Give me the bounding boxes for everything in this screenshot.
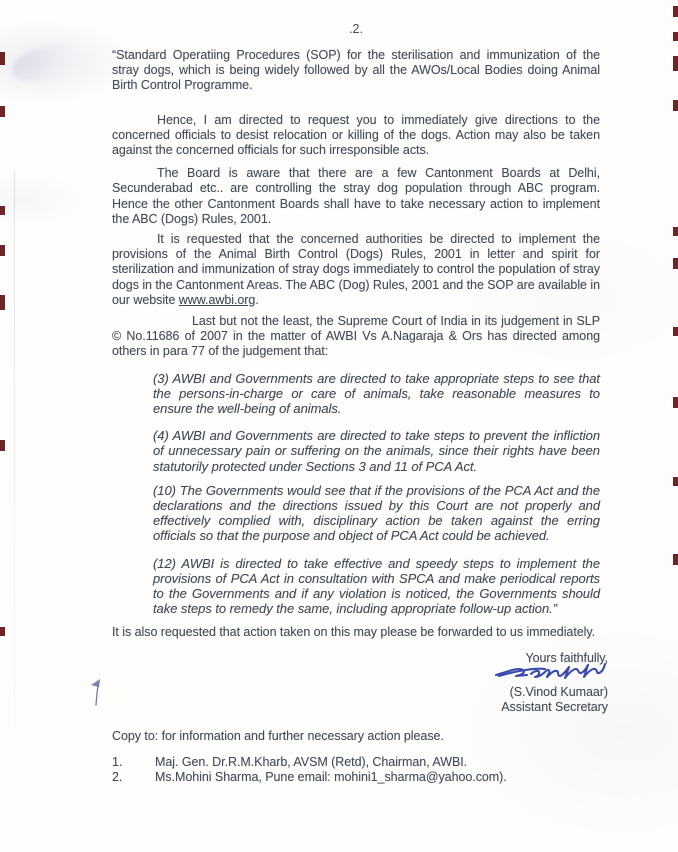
handwritten-signature-icon: [112, 664, 608, 686]
page-number: .2.: [349, 22, 363, 36]
letter-body: [112, 22, 608, 785]
scan-edge-artifact: [673, 100, 678, 111]
signature-block: [112, 651, 608, 716]
scan-edge-artifact: [673, 227, 678, 236]
scan-edge-artifact: [673, 327, 678, 336]
scan-edge-artifact: [0, 106, 5, 117]
scan-crease-line: [14, 170, 15, 830]
judgement-quote-3: (3) AWBI and Governments are directed to take appropriate steps to see that the persons-in-charge or care of animals, take reasonable measures to ensure the well-being of animals.: [153, 370, 600, 417]
valediction: Yours faithfully,: [525, 650, 608, 665]
judgement-quote-10: (10) The Governments would see that if the provisions of the PCA Act and the declarations and the directions issued by this Court are not properly and effectively complied with, disciplinary action be taken against the erring officials so that the purpose and object of PCA Act could be achieved.: [153, 482, 600, 544]
scan-edge-artifact: [673, 56, 678, 71]
scan-edge-artifact: [673, 397, 678, 408]
website-link: www.awbi.org: [178, 292, 256, 307]
scan-edge-artifact: [673, 32, 678, 41]
paragraph-cantonment-boards: The Board is aware that there are a few Cantonment Boards at Delhi, Secunderabad etc.. are controlling the stray dog population through ABC program. Hence the other Cantonment Boards shall have to take necessary action to implement the ABC (Dogs) Rules, 2001.: [112, 166, 600, 226]
scan-edge-artifact: [673, 554, 678, 565]
copy-to-item: [112, 770, 600, 785]
paragraph-abc-rules-text: It is requested that the concerned authorities be directed to implement the provisions of the Animal Birth Control (Dogs) Rules, 2001 in letter and spirit for sterilization and immunization of stray dogs immediately to control the population of stray dogs in the Cantonment Areas. The ABC (Dog) Rules, 2001 and the SOP are available in our website: [112, 232, 601, 307]
scan-smudge: [12, 39, 90, 87]
copy-item-number: 2.: [112, 769, 123, 784]
judgement-quote-12: (12) AWBI is directed to take effective and speedy steps to implement the provisions of PCA Act in consultation with SPCA and make periodical reports to the Governments and if any violation is noticed, the Governments should take steps to remedy the same, including appropriate follow-up action.”: [153, 555, 600, 617]
paragraph-supreme-court: Last but not the least, the Supreme Court of India in its judgement in SLP © No.11686 of 2007 in the matter of AWBI Vs A.Nagaraja & Ors has directed among others in para 77 of the judgement that:: [112, 314, 600, 359]
scan-edge-artifact: [0, 245, 5, 256]
scan-edge-artifact: [0, 206, 5, 215]
copy-item-number: 1.: [112, 754, 123, 769]
copy-to-heading: Copy to: for information and further necessary action please.: [112, 729, 444, 744]
scan-edge-artifact: [0, 627, 5, 636]
scan-edge-artifact: [0, 52, 5, 65]
paragraph-abc-rules: [112, 232, 600, 308]
copy-to-item: [112, 755, 600, 770]
signatory-designation: Assistant Secretary: [501, 700, 608, 715]
closing-request: It is also requested that action taken on this may please be forwarded to us immediately.: [112, 624, 596, 639]
scan-edge-artifact: [673, 258, 678, 269]
judgement-quote-4: (4) AWBI and Governments are directed to take steps to prevent the infliction of unnecessary pain or suffering on the animals, since their rights have been statutorily protected under Sections 3 and 11 of PCA Act.: [153, 428, 600, 474]
pen-check-mark: [86, 676, 104, 708]
paragraph-hence-directions: Hence, I am directed to request you to immediately give directions to the concerned officials to desist relocation or killing of the dogs. Action may also be taken against the concerned officials for such irresponsible acts.: [112, 112, 600, 158]
scan-edge-artifact: [673, 6, 678, 17]
copy-item-text: Maj. Gen. Dr.R.M.Kharb, AVSM (Retd), Chairman, AWBI.: [155, 754, 468, 769]
scan-edge-artifact: [673, 477, 678, 486]
paragraph-sop: “Standard Operatiing Procedures (SOP) for the sterilisation and immunization of the stray dogs, which is being widely followed by all the AWOs/Local Bodies doing Animal Birth Control Programme.: [112, 48, 600, 93]
signatory-name: (S.Vinod Kumaar): [509, 684, 608, 699]
scan-edge-artifact: [0, 295, 5, 310]
paragraph-abc-rules-period: .: [255, 292, 259, 307]
scan-edge-artifact: [0, 440, 5, 451]
copy-item-text: Ms.Mohini Sharma, Pune email: mohini1_sharma@yahoo.com).: [155, 769, 507, 784]
